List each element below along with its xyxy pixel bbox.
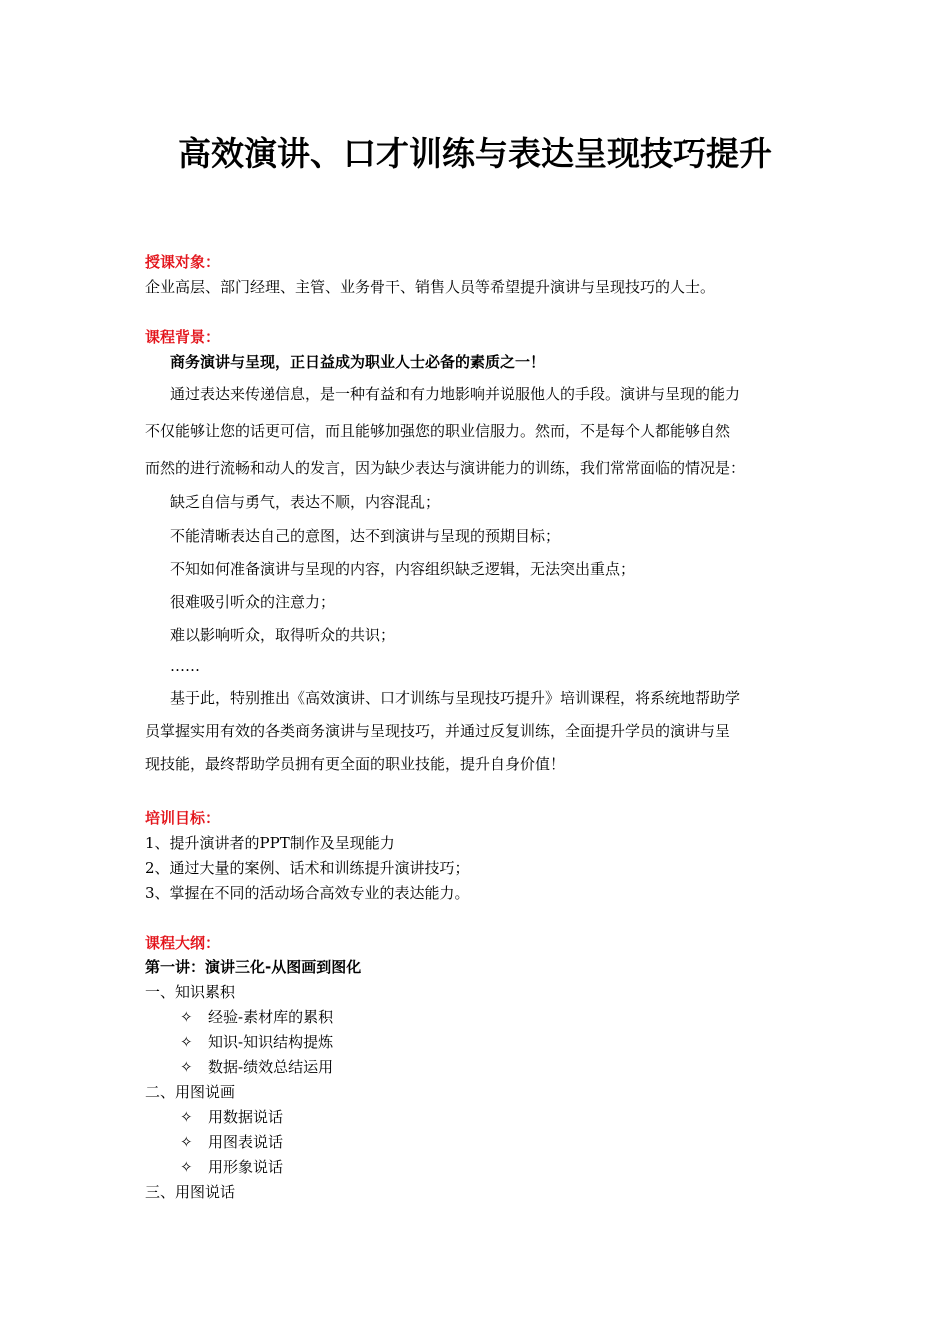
goals-heading: 培训目标： (145, 809, 221, 827)
sparkle-bullet-icon: ✧ (180, 1133, 193, 1151)
bullet-text: 用形象说话 (208, 1158, 284, 1176)
background-para2-line2: 员掌握实用有效的各类商务演讲与呈现技巧，并通过反复训练，全面提升学员的演讲与呈 (145, 722, 731, 740)
section-title: 二、用图说画 (145, 1083, 236, 1101)
page-title: 高效演讲、口才训练与表达呈现技巧提升 (178, 134, 772, 173)
issue-item: 难以影响听众，取得听众的共识； (170, 626, 396, 644)
goal-item: 3、掌握在不同的活动场合高效专业的表达能力。 (145, 884, 470, 902)
outline-bullet (180, 1032, 333, 1052)
background-heading: 课程背景： (145, 328, 221, 346)
outline-bullet (180, 1007, 333, 1027)
sparkle-bullet-icon: ✧ (180, 1108, 193, 1126)
background-para1-line2: 不仅能够让您的话更可信，而且能够加强您的职业信服力。然而，不是每个人都能够自然 (145, 422, 731, 440)
audience-text: 企业高层、部门经理、主管、业务骨干、销售人员等希望提升演讲与呈现技巧的人士。 (145, 278, 716, 296)
outline-heading: 课程大纲： (145, 934, 221, 952)
section-title: 三、用图说话 (145, 1183, 236, 1201)
bullet-text: 用数据说话 (208, 1108, 284, 1126)
background-para2-line3: 现技能，最终帮助学员拥有更全面的职业技能，提升自身价值！ (145, 755, 566, 773)
outline-bullet (180, 1107, 283, 1127)
bullet-text: 数据-绩效总结运用 (208, 1058, 334, 1076)
sparkle-bullet-icon: ✧ (180, 1008, 193, 1026)
section-title: 一、知识累积 (145, 983, 236, 1001)
issue-ellipsis: …… (170, 657, 200, 675)
sparkle-bullet-icon: ✧ (180, 1058, 193, 1076)
outline-bullet (180, 1132, 283, 1152)
lecture-title: 第一讲：演讲三化-从图画到图化 (145, 958, 362, 976)
audience-heading: 授课对象： (145, 253, 221, 271)
issue-item: 不能清晰表达自己的意图，达不到演讲与呈现的预期目标； (170, 527, 561, 545)
background-para1-line1: 通过表达来传递信息，是一种有益和有力地影响并说服他人的手段。演讲与呈现的能力 (170, 385, 741, 403)
bullet-text: 知识-知识结构提炼 (208, 1033, 334, 1051)
issue-item: 缺乏自信与勇气，表达不顺，内容混乱； (170, 493, 441, 511)
issue-item: 不知如何准备演讲与呈现的内容，内容组织缺乏逻辑，无法突出重点； (170, 560, 636, 578)
sparkle-bullet-icon: ✧ (180, 1033, 193, 1051)
background-lead: 商务演讲与呈现，正日益成为职业人士必备的素质之一！ (170, 353, 546, 371)
issue-item: 很难吸引听众的注意力； (170, 593, 336, 611)
background-para1-line3: 而然的进行流畅和动人的发言，因为缺少表达与演讲能力的训练，我们常常面临的情况是： (145, 459, 746, 477)
sparkle-bullet-icon: ✧ (180, 1158, 193, 1176)
bullet-text: 用图表说话 (208, 1133, 284, 1151)
goal-item: 1、提升演讲者的PPT制作及呈现能力 (145, 834, 395, 852)
outline-bullet (180, 1157, 283, 1177)
background-para2-line1: 基于此，特别推出《高效演讲、口才训练与呈现技巧提升》培训课程，将系统地帮助学 (170, 689, 741, 707)
bullet-text: 经验-素材库的累积 (208, 1008, 334, 1026)
outline-bullet (180, 1057, 333, 1077)
goal-item: 2、通过大量的案例、话术和训练提升演讲技巧； (145, 859, 470, 877)
